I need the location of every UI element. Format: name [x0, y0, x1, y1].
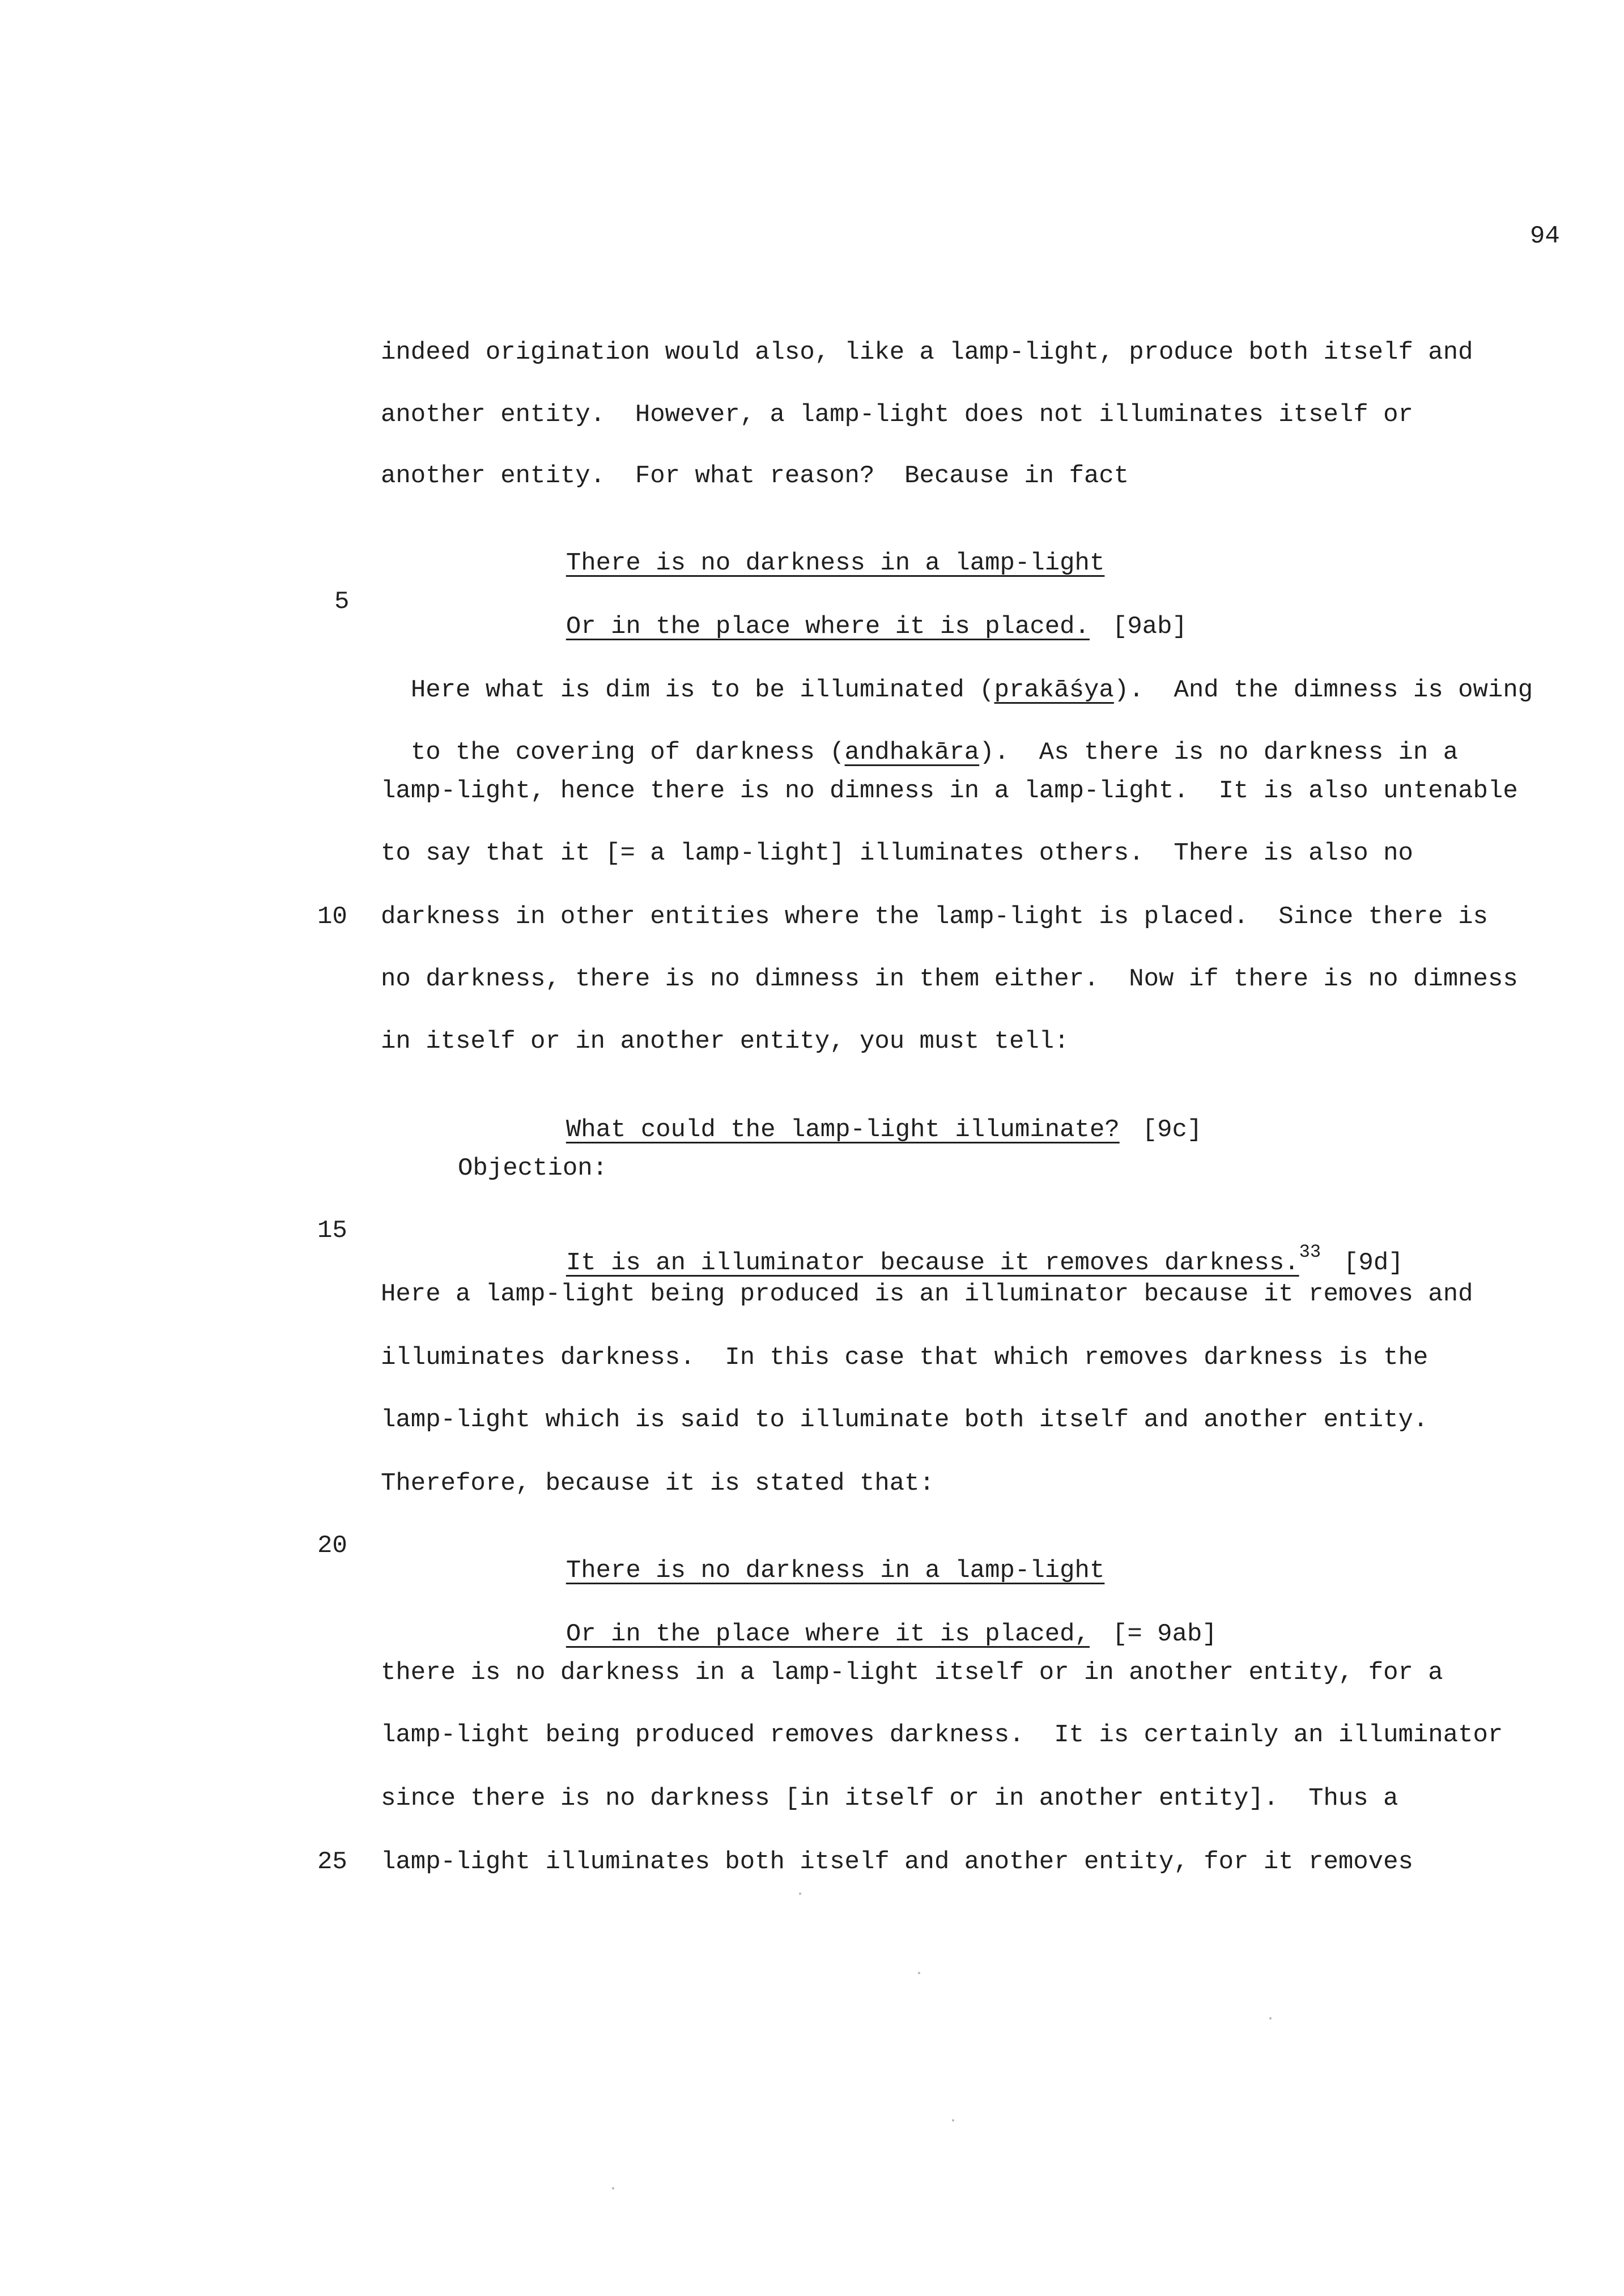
text-line — [381, 715, 1458, 765]
text-line: indeed origination would also, like a lamp-light, produce both itself and — [381, 338, 1473, 367]
text-line: another entity. However, a lamp-light does not illuminates itself or — [381, 401, 1413, 429]
text-line: lamp-light being produced removes darkness. It is certainly an illuminator — [381, 1721, 1503, 1749]
text-segment: to the covering of darkness ( — [410, 738, 845, 767]
verse-line — [536, 589, 1187, 639]
verse-line — [536, 1597, 1217, 1647]
text-segment: ). As there is no darkness in a — [979, 738, 1459, 767]
scan-speck — [799, 1893, 801, 1895]
text-line: Objection: — [458, 1154, 608, 1183]
verse-line — [536, 526, 1104, 576]
verse-text: There is no darkness in a lamp-light — [566, 1557, 1105, 1585]
line-number: 10 — [317, 903, 347, 931]
line-number: 5 — [334, 588, 350, 616]
text-line: lamp-light which is said to illuminate both itself and another entity. — [381, 1406, 1429, 1434]
text-line: since there is no darkness [in itself or in another entity]. Thus a — [381, 1784, 1398, 1813]
verse-reference: [9d] — [1344, 1249, 1404, 1277]
verse-text: There is no darkness in a lamp-light — [566, 549, 1105, 577]
page-number: 94 — [1530, 222, 1560, 250]
footnote-marker: 33 — [1299, 1241, 1321, 1262]
text-line: lamp-light, hence there is no dimness in a lamp-light. It is also untenable — [381, 777, 1518, 805]
text-line: Here a lamp-light being produced is an illuminator because it removes and — [381, 1280, 1473, 1308]
verse-reference: [= 9ab] — [1112, 1620, 1217, 1648]
text-line: another entity. For what reason? Because in fact — [381, 462, 1129, 490]
verse-line — [536, 1092, 1202, 1142]
verse-text: Or in the place where it is placed. — [566, 613, 1090, 641]
scan-speck — [1269, 2017, 1272, 2019]
sanskrit-term: prakāśya — [994, 676, 1114, 704]
verse-text: It is an illuminator because it removes darkness. — [566, 1249, 1299, 1277]
text-segment: ). And the dimness is owing — [1113, 676, 1533, 704]
line-number: 25 — [317, 1848, 347, 1876]
line-number: 15 — [317, 1217, 347, 1245]
text-line: there is no darkness in a lamp-light itself or in another entity, for a — [381, 1659, 1443, 1687]
verse-line — [536, 1533, 1104, 1583]
verse-reference: [9c] — [1142, 1116, 1202, 1144]
verse-reference: [9ab] — [1112, 613, 1187, 641]
text-line: illuminates darkness. In this case that which removes darkness is the — [381, 1343, 1429, 1372]
verse-text: Or in the place where it is placed, — [566, 1620, 1090, 1648]
text-line: to say that it [= a lamp-light] illuminates others. There is also no — [381, 839, 1413, 868]
verse-line — [536, 1218, 1404, 1275]
text-segment: Here what is dim is to be illuminated ( — [410, 676, 994, 704]
text-line: darkness in other entities where the lamp-light is placed. Since there is — [381, 903, 1488, 931]
scan-speck — [918, 1972, 920, 1974]
line-number: 20 — [317, 1532, 347, 1560]
scan-speck — [612, 2187, 614, 2189]
text-line — [381, 653, 1533, 703]
verse-text: What could the lamp-light illuminate? — [566, 1116, 1120, 1144]
text-line: Therefore, because it is stated that: — [381, 1469, 934, 1498]
scan-speck — [952, 2119, 954, 2121]
sanskrit-term: andhakāra — [844, 738, 980, 767]
text-line: no darkness, there is no dimness in them either. Now if there is no dimness — [381, 965, 1518, 993]
text-line: in itself or in another entity, you must tell: — [381, 1027, 1069, 1056]
text-line: lamp-light illuminates both itself and another entity, for it removes — [381, 1848, 1413, 1876]
